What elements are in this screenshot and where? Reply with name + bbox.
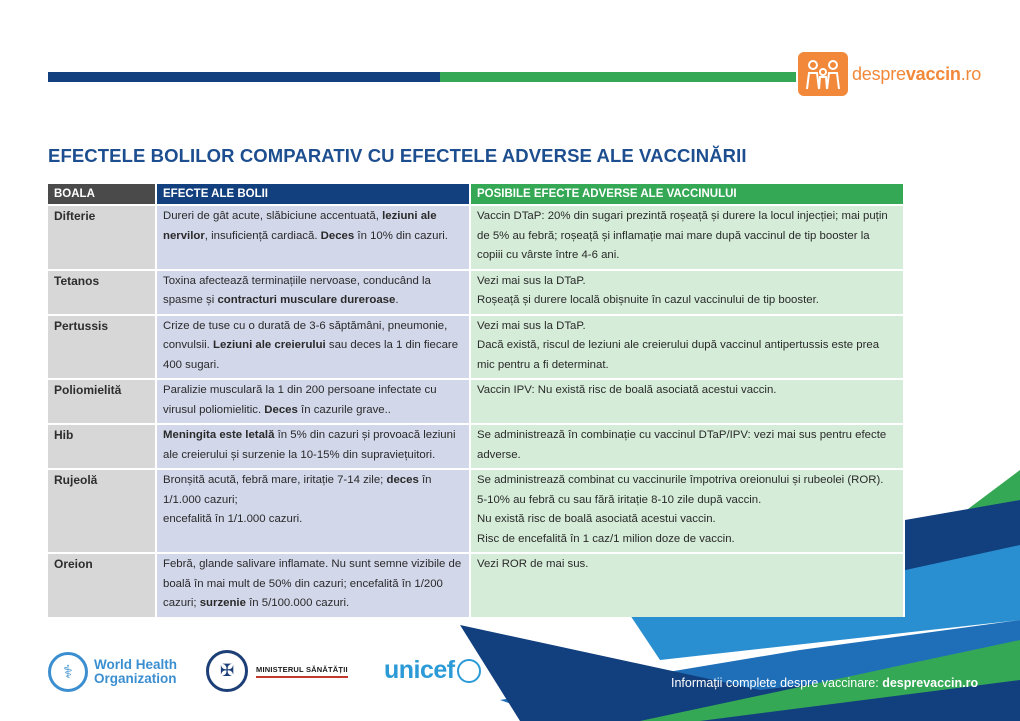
effect-text: Febră, glande salivare inflamate. Nu sunt semne vizibile de boală în mai mult de 50% din cazuri; encefalită în 1/200 cazuri;	[163, 558, 462, 609]
vaccine-effect-line: Se administrează combinat cu vaccinurile împotriva oreionului și rubeolei (ROR).	[477, 474, 884, 486]
vaccine-effects	[470, 553, 904, 617]
effect-text: în 5/100.000 cazuri.	[245, 597, 350, 609]
unicef-globe-icon	[457, 659, 481, 683]
effect-text: în 5% din cazuri și provoacă leziuni ale creierului și surzenie la 10-15% din supraviețuitori.	[163, 429, 456, 461]
disease-name: Rujeolă	[48, 469, 156, 553]
vaccine-effect-line: Vaccin IPV: Nu există risc de boală asociată acestui vaccin.	[477, 384, 777, 396]
unicef-logo[interactable]	[384, 656, 481, 685]
vaccine-effect-line: Dacă există, riscul de leziuni ale creierului după vaccinul antipertussis este prea mic pentru a fi determinat.	[477, 339, 880, 371]
emphasis-text: contracturi musculare dureroase	[217, 294, 396, 306]
effect-text: în 10% din cazuri.	[354, 229, 448, 242]
comparison-table	[48, 184, 905, 617]
logo-wordmark: desprevaccin.ro	[852, 63, 982, 84]
emphasis-text: Meningita este letală	[163, 429, 275, 441]
disease-effects	[156, 315, 470, 380]
effect-text: , insuficiență cardiacă.	[204, 229, 321, 242]
vaccine-effect-line: Se administrează în combinație cu vaccinul DTaP/IPV: vezi mai sus pentru efecte adverse.	[477, 429, 887, 461]
who-logo[interactable]	[48, 652, 177, 692]
vaccine-effects	[470, 315, 904, 380]
disease-effects	[156, 469, 470, 553]
emphasis-text: Deces	[320, 229, 355, 242]
header-disease-effects: EFECTE ALE BOLII	[156, 184, 470, 205]
effect-text: Crize de tuse cu o durată de 3-6 săptămâni, pneumonie, convulsii.	[163, 319, 448, 351]
vaccine-effect-line: Vezi mai sus la DTaP.	[477, 319, 586, 332]
table-row	[48, 379, 904, 424]
who-emblem-icon: ⚕	[48, 652, 88, 692]
effect-text: în 1/1.000 cazuri;	[163, 474, 432, 506]
emphasis-text: deces	[386, 474, 419, 486]
disease-name: Poliomielită	[48, 379, 156, 424]
table-row	[48, 553, 904, 617]
emphasis-text: Leziuni ale creierului	[213, 339, 326, 351]
table-row	[48, 270, 904, 315]
header-disease: BOALA	[48, 184, 156, 205]
vaccine-effect-line: Vezi ROR de mai sus.	[477, 558, 589, 570]
disease-effects	[156, 205, 470, 270]
unicef-wordmark: unicef	[384, 656, 455, 684]
vaccine-effect-line: Vezi mai sus la DTaP.	[477, 274, 586, 287]
vaccine-effect-line: Roșeață și durere locală obișnuite în cazul vaccinului de tip booster.	[477, 294, 819, 306]
table-row	[48, 315, 904, 380]
effect-text: .	[395, 294, 399, 306]
family-icon	[798, 52, 848, 96]
effect-text: în cazurile grave..	[297, 403, 391, 416]
footer-link[interactable]: desprevaccin.ro	[882, 676, 979, 690]
vaccine-effects	[470, 205, 904, 270]
vaccine-effect-line: Risc de encefalită în 1 caz/1 milion doze de vaccin.	[477, 532, 735, 545]
table-row	[48, 424, 904, 469]
table-header-row	[48, 184, 904, 205]
disease-name: Tetanos	[48, 270, 156, 315]
ministry-logo[interactable]	[206, 650, 348, 692]
footer-info: Informații complete despre vaccinare: desprevaccin.ro	[671, 676, 979, 690]
page-title: EFECTELE BOLILOR COMPARATIV CU EFECTELE ADVERSE ALE VACCINĂRII	[48, 145, 747, 166]
header-vaccine-effects: POSIBILE EFECTE ADVERSE ALE VACCINULUI	[470, 184, 904, 205]
desprevaccin-logo[interactable]	[798, 52, 981, 96]
ministry-name: MINISTERUL SĂNĂTĂȚII	[256, 665, 348, 678]
vaccine-effects	[470, 469, 904, 553]
top-bar-blue	[48, 72, 440, 82]
disease-effects	[156, 553, 470, 617]
effect-text: Toxina afectează terminațiile nervoase, conducând la spasme și	[163, 274, 431, 306]
vaccine-effects	[470, 424, 904, 469]
table-row	[48, 205, 904, 270]
effect-text: Bronșită acută, febră mare, iritație 7-14 zile;	[163, 474, 387, 486]
effect-text: encefalită în 1/1.000 cazuri.	[163, 513, 303, 525]
disease-name: Difterie	[48, 205, 156, 270]
top-bar-green	[440, 72, 796, 82]
emphasis-text: leziuni ale nervilor	[163, 210, 437, 242]
vaccine-effect-line: Nu există risc de boală asociată acestui vaccin.	[477, 513, 716, 525]
emphasis-text: Deces	[264, 403, 298, 416]
disease-effects	[156, 379, 470, 424]
effect-text: Paralizie musculară la 1 din 200 persoane infectate cu virusul poliomielitic.	[163, 384, 437, 416]
effect-text: Dureri de gât acute, slăbiciune accentuată,	[163, 210, 383, 222]
emphasis-text: surzenie	[199, 597, 246, 609]
disease-name: Pertussis	[48, 315, 156, 380]
disease-effects	[156, 270, 470, 315]
effect-text: sau deces la 1 din fiecare 400 sugari.	[163, 339, 459, 371]
table-row	[48, 469, 904, 553]
vaccine-effect-line: 5-10% au febră cu sau fără iritație 8-10 zile după vaccin.	[477, 493, 762, 506]
who-wordmark: World Health Organization	[94, 657, 178, 686]
disease-name: Hib	[48, 424, 156, 469]
vaccine-effects	[470, 270, 904, 315]
coat-of-arms-icon: ✠	[206, 650, 248, 692]
disease-effects	[156, 424, 470, 469]
vaccine-effect-line: Vaccin DTaP: 20% din sugari prezintă roșeață și durere la locul injecției; mai puțin de 5% au febră; roșeață și inflamație mai mare după vaccinul de tip booster la copiii cu vârste între 4-6 ani.	[477, 210, 888, 261]
vaccine-effects	[470, 379, 904, 424]
disease-name: Oreion	[48, 553, 156, 617]
